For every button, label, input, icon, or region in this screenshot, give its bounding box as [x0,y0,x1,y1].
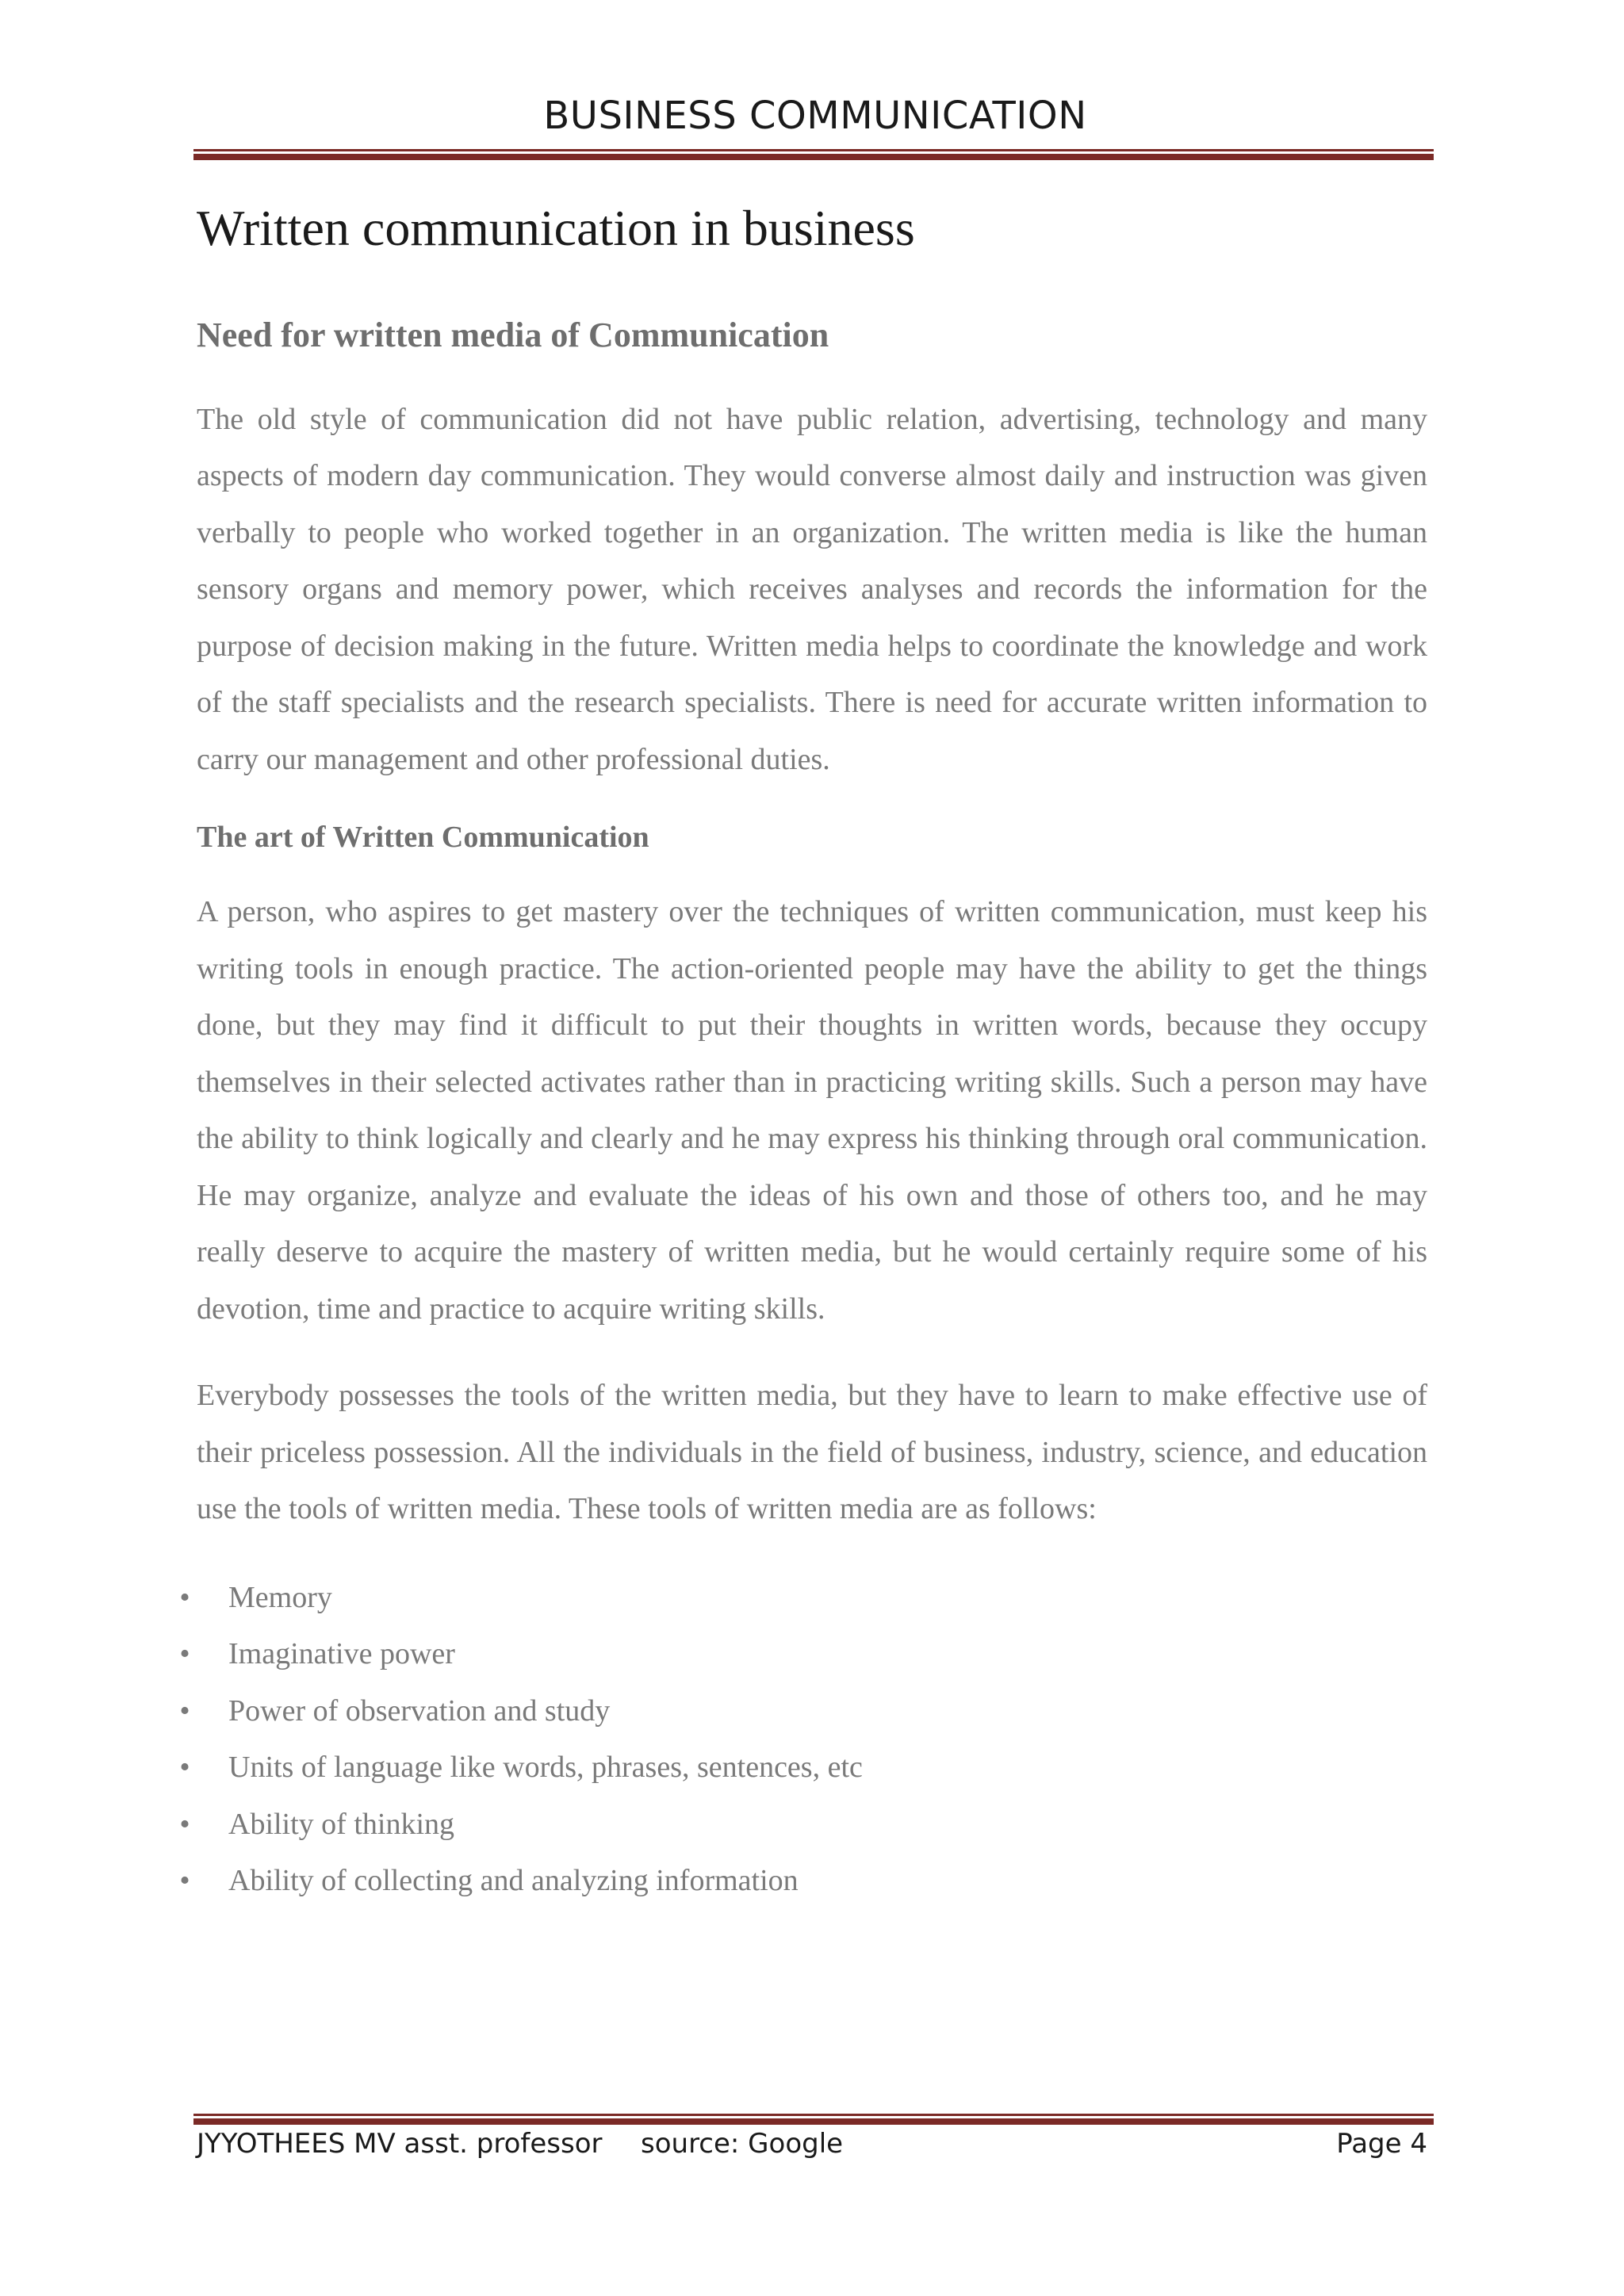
list-item-text: Units of language like words, phrases, sentences, etc [228,1751,863,1785]
header-rule-thin-line [193,149,1434,151]
bullet-icon: • [179,1751,190,1785]
footer-rule [193,2114,1434,2125]
list-item-text: Memory [228,1580,332,1614]
bullet-icon: • [179,1807,190,1841]
list-item-text: Imaginative power [228,1637,455,1671]
header-rule [193,149,1434,160]
list-item [173,1739,1427,1797]
list-item [173,1626,1427,1683]
paragraph-art-of-written-communication: A person, who aspires to get mastery over the techniques of written communication, must keep his writing tools in enough practice. The action-oriented people may have the ability to get the things done, but they may find it difficult to put their thoughts in written words, because they occupy themselves in their selected activates rather than in practicing writing skills. Such a person may have the ability to think logically and clearly and he may express his thinking through oral communication. He may organize, analyze and evaluate the ideas of his own and those of others too, and he may really deserve to acquire the mastery of written media, but he would certainly require some of his devotion, time and practice to acquire writing skills. [197,895,1427,1326]
list-item [173,1797,1427,1854]
footer-page-number: Page 4 [1336,2128,1427,2160]
footer-author: JYYOTHEES MV asst. professor [197,2128,603,2160]
bullet-icon: • [179,1580,190,1614]
list-item [173,1570,1427,1627]
bullet-icon: • [179,1693,190,1728]
list-item-text: Ability of thinking [228,1807,454,1841]
list-item [173,1853,1427,1910]
header-rule-thick-line [193,154,1434,160]
list-item-text: Ability of collecting and analyzing information [228,1864,799,1898]
document-body [179,198,1427,1910]
footer-source: source: Google [641,2128,844,2160]
paragraph-tools-of-written-media: Everybody possesses the tools of the written media, but they have to learn to make effective use of their priceless possession. All the individuals in the field of business, industry, science, and education use the tools of written media. These tools of written media are as follows: [197,1379,1427,1526]
paragraph-need-for-written-media: The old style of communication did not have public relation, advertising, technology and many aspects of modern day communication. They would converse almost daily and instruction was given verbally to people who worked together in an organization. The written media is like the human sensory organs and memory power, which receives analyses and records the information for the purpose of decision making in the future. Written media helps to coordinate the knowledge and work of the staff specialists and the research specialists. There is need for accurate written information to carry our management and other professional duties. [197,402,1427,776]
subheading-art-of-written-communication: The art of Written Communication [197,821,649,855]
bullet-icon: • [179,1864,190,1898]
list-item-text: Power of observation and study [228,1693,611,1728]
section-heading: Need for written media of Communication [197,315,829,354]
document-title: Written communication in business [197,200,915,256]
list-item [173,1683,1427,1740]
tools-bullet-list [173,1570,1427,1910]
running-header: BUSINESS COMMUNICATION [543,94,1087,138]
footer-rule-thin-line [193,2114,1434,2116]
bullet-icon: • [179,1637,190,1671]
page-footer [197,2128,1427,2172]
footer-rule-thick-line [193,2118,1434,2125]
